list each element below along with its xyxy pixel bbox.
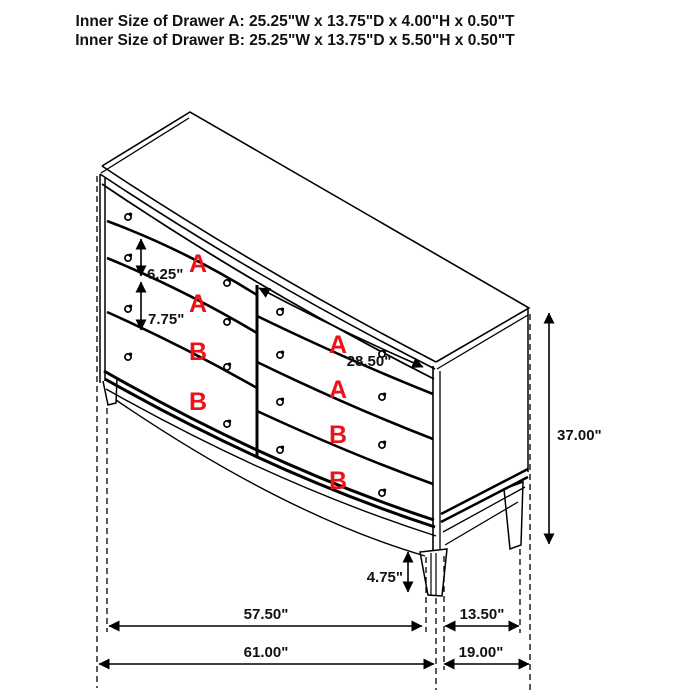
diagram-title [75,13,515,49]
knob-icon [125,305,132,313]
drawer-label-right-2: A [328,376,348,404]
knob-icon [224,363,231,371]
dim-label-front-leg-span: 57.50" [243,606,289,623]
knob-icon [125,213,132,221]
dim-label-top-half-width: 28.50" [346,353,392,370]
drawer-label-right-4: B [328,467,348,495]
dim-label-side-leg-span: 13.50" [459,606,505,623]
knob-icon [379,489,386,497]
drawer-label-right-1: A [328,331,348,359]
dim-label-total-depth: 19.00" [458,644,504,661]
knob-icon [379,441,386,449]
title-line-drawer-a: Inner Size of Drawer A: 25.25"W x 13.75"D x 4.00"H x 0.50"T [75,13,515,30]
knob-icon [224,279,231,287]
dim-label-total-width: 61.00" [243,644,289,661]
knob-icon [224,318,231,326]
knob-icon [379,393,386,401]
title-line-drawer-b: Inner Size of Drawer B: 25.25"W x 13.75"D x 5.50"H x 0.50"T [75,32,515,49]
knob-icon [125,254,132,262]
dim-label-leg-height: 4.75" [366,569,403,586]
dim-label-total-height: 37.00" [557,427,602,444]
drawer-label-left-2: A [188,290,208,318]
knob-icon [277,446,284,454]
dim-label-drawer-a-height: 6.25" [147,266,184,283]
knob-icon [125,353,132,361]
drawer-label-right-3: B [328,421,348,449]
dim-label-drawer-b-height: 7.75" [148,311,185,328]
knob-icon [224,420,231,428]
drawer-label-left-3: B [188,338,208,366]
drawer-label-left-4: B [188,388,208,416]
knob-icon [277,398,284,406]
dresser-drawing [100,112,529,596]
knob-icon [277,308,284,316]
drawer-label-left-1: A [188,250,208,278]
knob-icon [277,351,284,359]
